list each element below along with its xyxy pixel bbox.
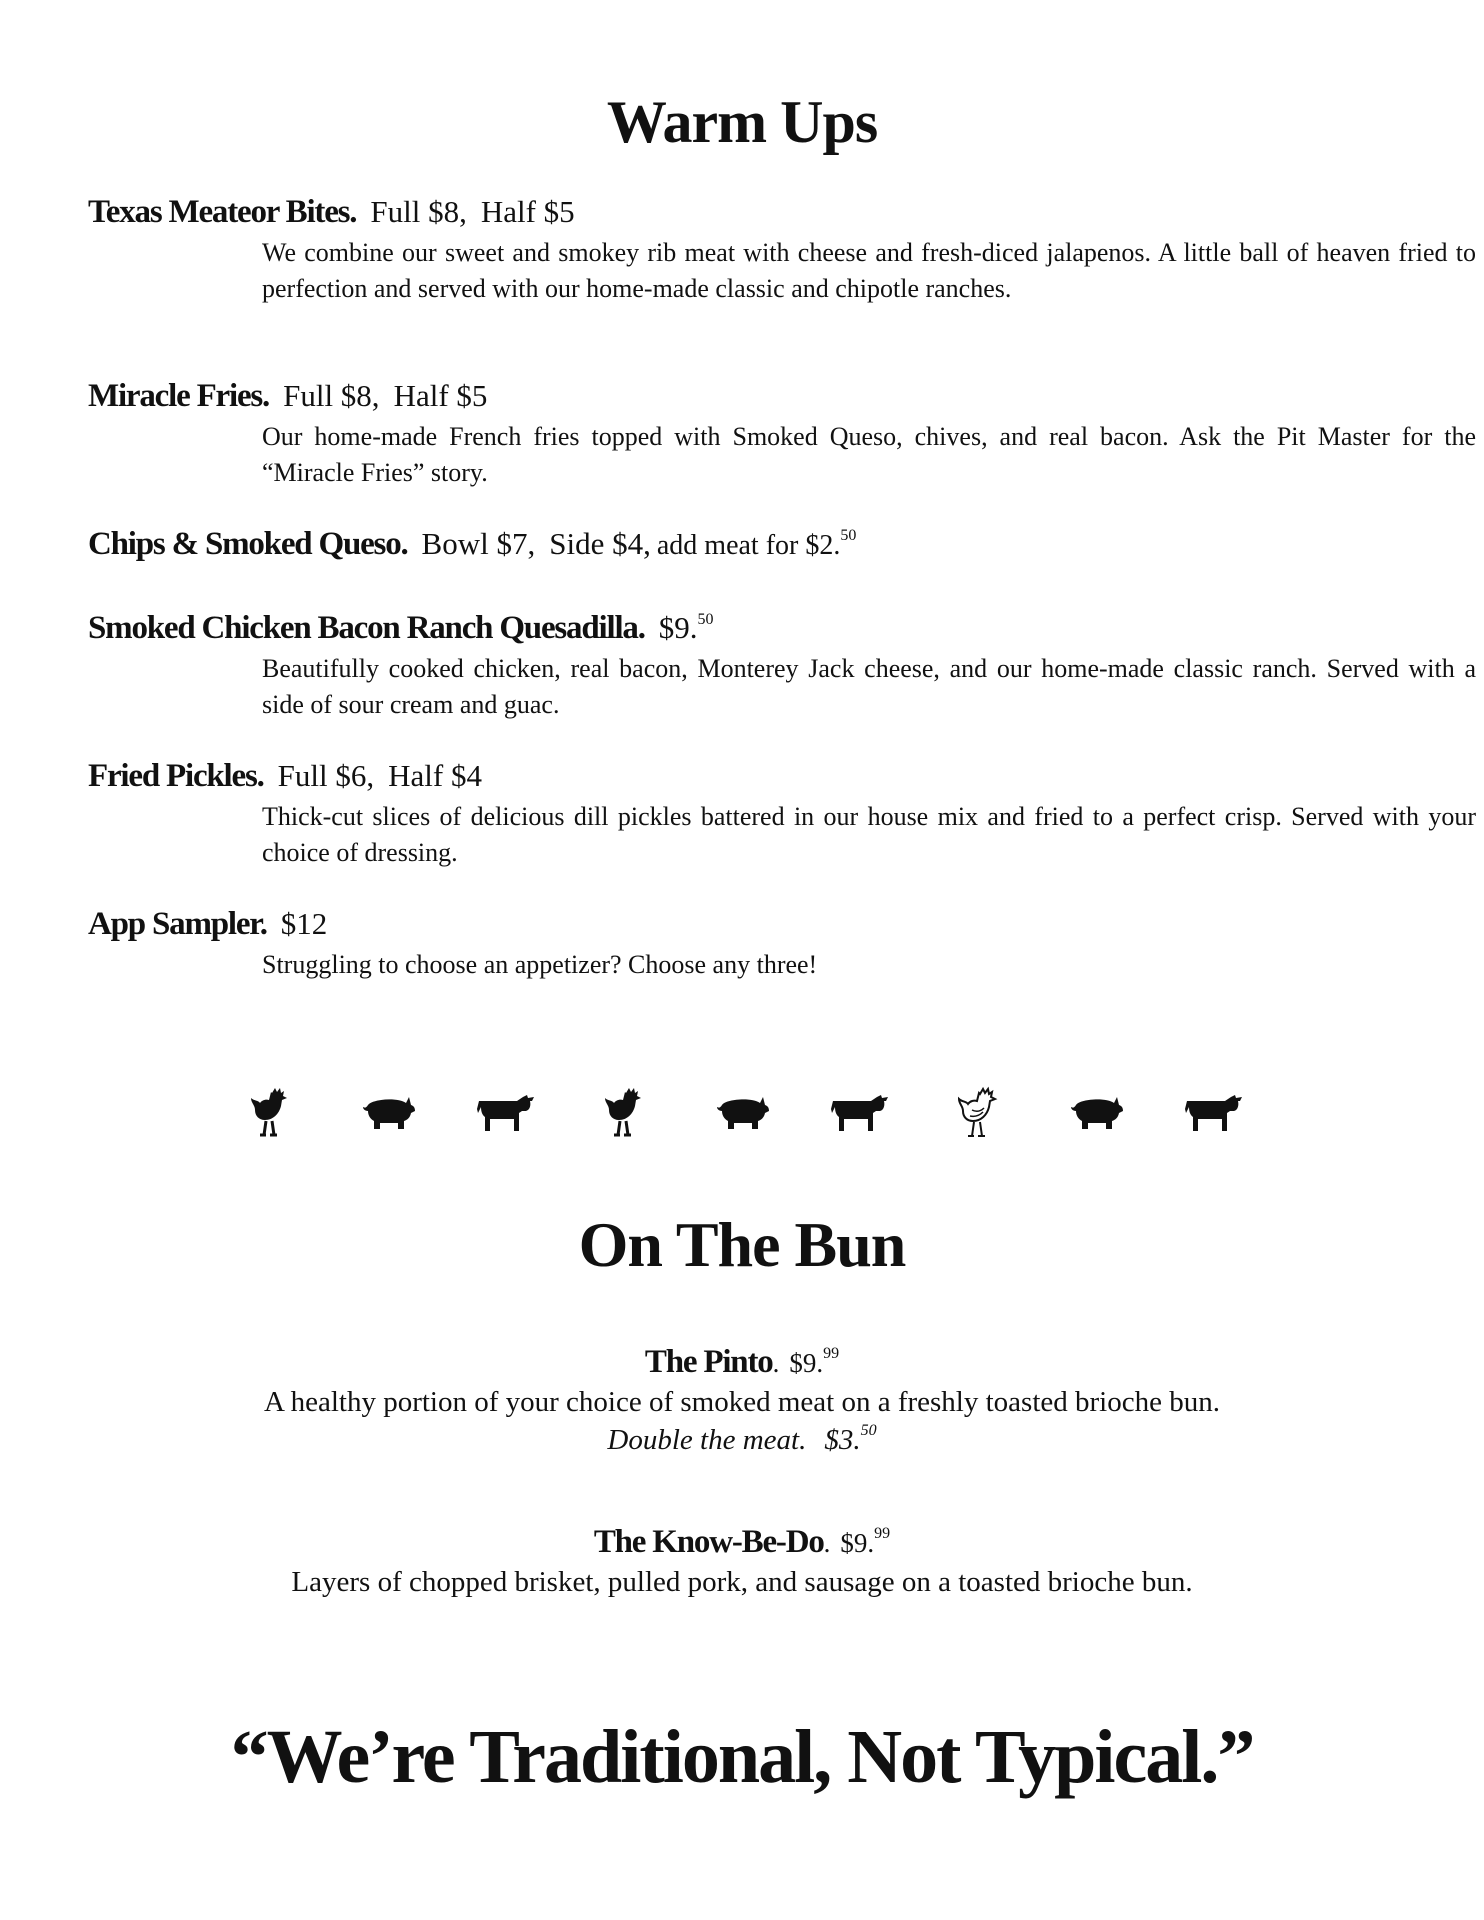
- menu-item-the-know-be-do: [0, 1526, 1484, 1601]
- rooster-icon: [565, 1085, 683, 1141]
- menu-item-quesadilla: [88, 610, 1476, 723]
- item-name: App Sampler.: [88, 906, 267, 942]
- item-upsell-note: [0, 1421, 1484, 1459]
- item-price-side: Side $4,: [549, 526, 651, 561]
- item-name: The Pinto: [644, 1344, 773, 1380]
- cow-icon: [1155, 1085, 1273, 1141]
- add-meat-text: add meat for $2.: [656, 530, 841, 561]
- item-header: [88, 760, 1388, 793]
- menu-item-texas-meateor-bites: [88, 194, 1476, 307]
- pig-icon: [683, 1085, 801, 1141]
- item-name-dot: .: [823, 1528, 831, 1558]
- item-price-half: Half $5: [480, 194, 575, 229]
- item-header: [0, 1346, 1484, 1379]
- pig-icon: [1037, 1085, 1155, 1141]
- pig-icon: [329, 1085, 447, 1141]
- item-price-full: Full $8,: [370, 194, 467, 229]
- item-price: [659, 610, 714, 645]
- menu-item-the-pinto: [0, 1346, 1484, 1459]
- note-price-cents: 50: [860, 1422, 877, 1439]
- note-text: Double the meat.: [607, 1424, 807, 1456]
- item-description: Beautifully cooked chicken, real bacon, Monterey Jack cheese, and our home-made classic ranch. Served with a side of sour cream and guac.: [262, 654, 1476, 719]
- item-name-dot: .: [772, 1348, 780, 1378]
- item-header: [0, 1526, 1484, 1559]
- menu-item-fried-pickles: [88, 758, 1476, 871]
- item-description: Layers of chopped brisket, pulled pork, and sausage on a toasted brioche bun.: [291, 1566, 1193, 1598]
- tagline: “We’re Traditional, Not Typical.”: [230, 1715, 1254, 1799]
- item-add-meat: [656, 527, 857, 561]
- item-name: Texas Meateor Bites.: [88, 194, 357, 230]
- menu-item-miracle-fries: [88, 378, 1476, 491]
- item-description: We combine our sweet and smokey rib meat with cheese and fresh-diced jalapenos. A little ball of heaven fried to perfection and served with our home-made classic and chipotle ranches.: [262, 238, 1476, 303]
- item-price: [840, 1525, 891, 1558]
- on-the-bun-title: On The Bun: [578, 1209, 906, 1280]
- note-price-dollars: $3.: [824, 1424, 861, 1456]
- item-header: [88, 528, 1388, 561]
- item-header: [88, 380, 1388, 413]
- item-name: Smoked Chicken Bacon Ranch Quesadilla.: [88, 610, 645, 646]
- price-cents: 99: [874, 1525, 891, 1542]
- item-price: [789, 1345, 840, 1378]
- menu-item-chips-smoked-queso: [88, 528, 1388, 561]
- add-meat-cents: 50: [840, 527, 857, 544]
- cow-icon: [801, 1085, 919, 1141]
- item-price: $12: [280, 906, 328, 941]
- item-name: The Know-Be-Do: [593, 1524, 824, 1560]
- price-dollars: $9.: [789, 1348, 824, 1378]
- price-dollars: $9.: [658, 610, 698, 645]
- item-price-full: Full $8,: [283, 378, 380, 413]
- note-price: [824, 1424, 876, 1456]
- item-name: Miracle Fries.: [88, 378, 270, 414]
- item-price-half: Half $5: [393, 378, 488, 413]
- cow-icon: [447, 1085, 565, 1141]
- rooster-icon: [211, 1085, 329, 1141]
- price-cents: 99: [823, 1345, 840, 1362]
- item-description: Struggling to choose an appetizer? Choose any three!: [262, 950, 818, 979]
- menu-item-app-sampler: [88, 908, 1388, 983]
- item-header: [88, 908, 1388, 941]
- item-description: Our home-made French fries topped with Smoked Queso, chives, and real bacon. Ask the Pit Master for the “Miracle Fries” story.: [262, 422, 1476, 487]
- price-dollars: $9.: [840, 1528, 875, 1558]
- item-header: [88, 612, 1388, 645]
- rooster-outline-icon: [919, 1085, 1037, 1141]
- item-name: Chips & Smoked Queso.: [88, 526, 408, 562]
- item-description: Thick-cut slices of delicious dill pickles battered in our house mix and fried to a perfect crisp. Served with your choice of dressing.: [262, 802, 1476, 867]
- item-price-half: Half $4: [388, 758, 482, 793]
- animal-divider: [0, 1085, 1484, 1141]
- item-description: A healthy portion of your choice of smoked meat on a freshly toasted brioche bun.: [264, 1386, 1220, 1418]
- price-cents: 50: [697, 611, 714, 628]
- item-name: Fried Pickles.: [88, 758, 264, 794]
- item-header: [88, 196, 1388, 229]
- item-price-full: Full $6,: [277, 758, 375, 793]
- item-price-bowl: Bowl $7,: [421, 526, 536, 561]
- warm-ups-title: Warm Ups: [606, 89, 878, 155]
